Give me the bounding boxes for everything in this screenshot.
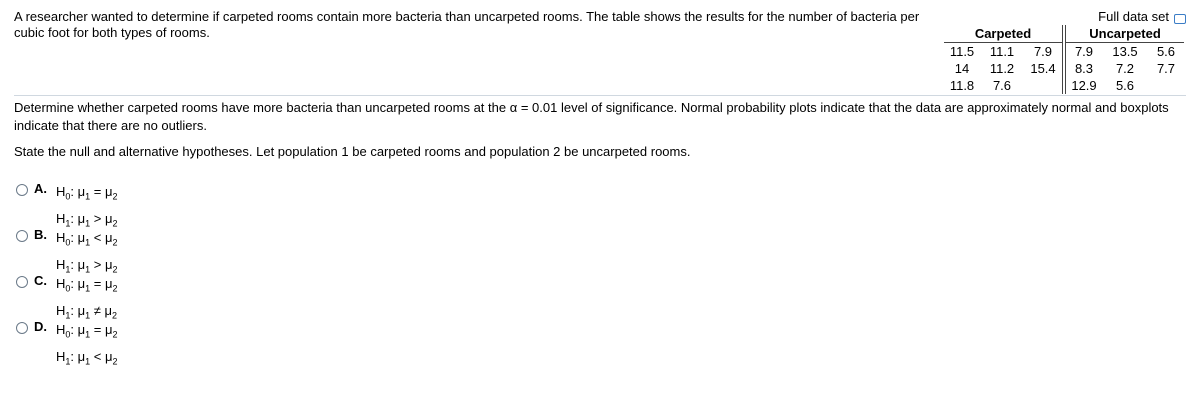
null-hypothesis: $H_0$: $\mu_1 = \mu_2$ — [56, 184, 118, 202]
option-d[interactable] — [16, 319, 117, 372]
null-hypothesis: $H_0$: $\mu_1 = \mu_2$ — [56, 276, 118, 294]
table-cell: 7.6 — [992, 77, 1012, 93]
table-row — [944, 77, 1184, 94]
table-cell: 7.2 — [1115, 60, 1135, 76]
null-hypothesis: $H_0$: $\mu_1 < \mu_2$ — [56, 230, 118, 248]
option-label: A. — [34, 181, 47, 196]
table-cell: 11.8 — [949, 77, 975, 93]
option-label: C. — [34, 273, 47, 288]
h1-operator: < — [93, 348, 102, 364]
question-text: Determine whether carpeted rooms have more bacteria than uncarpeted rooms at the α = 0.01 level of significance. Normal probability plots indicate that the data are approximately normal and boxplots indicate that there are no outliers. — [14, 100, 1169, 133]
table-row — [944, 60, 1184, 77]
alternative-hypothesis: $H_1$: $\mu_1 < \mu_2$ — [56, 348, 118, 367]
option-label: B. — [34, 227, 47, 242]
table-cell: 12.9 — [1071, 77, 1097, 93]
table-cell: 7.9 — [1074, 43, 1094, 59]
data-table-icon — [1174, 14, 1186, 24]
hypotheses — [56, 319, 117, 372]
table-cell — [1024, 77, 1063, 94]
uncarpeted-header: Uncarpeted — [1066, 25, 1185, 42]
instruction-text: State the null and alternative hypotheses. Let population 1 be carpeted rooms and population 2 be uncarpeted rooms. — [14, 144, 691, 159]
alternative-hypothesis: $H_1$: $\mu_1 > \mu_2$ — [56, 256, 118, 275]
alternative-hypothesis: $H_1$: $\mu_1 > \mu_2$ — [56, 210, 118, 229]
option-label: D. — [34, 319, 47, 334]
table-cell: 11.2 — [989, 60, 1015, 76]
problem-intro: A researcher wanted to determine if carpeted rooms contain more bacteria than uncarpeted rooms. The table shows the results for the number of bacteria per cubic foot for both types of rooms. — [14, 9, 920, 40]
table-cell: 7.7 — [1156, 60, 1176, 76]
radio-button[interactable] — [16, 230, 28, 242]
h0-operator: < — [93, 230, 102, 245]
table-cell: 5.6 — [1115, 77, 1135, 93]
h1-operator: > — [93, 256, 102, 272]
bacteria-data-table — [944, 25, 1184, 94]
null-hypothesis: $H_0$: $\mu_1 = \mu_2$ — [56, 322, 118, 340]
radio-button[interactable] — [16, 276, 28, 288]
h1-operator: > — [93, 210, 102, 226]
section-divider — [14, 95, 1186, 96]
table-cell: 8.3 — [1074, 60, 1094, 76]
h0-operator: = — [93, 276, 102, 291]
h0-operator: = — [93, 184, 102, 199]
table-cell: 14 — [954, 60, 970, 76]
h1-operator: ≠ — [93, 302, 101, 318]
carpeted-header: Carpeted — [944, 25, 1063, 42]
table-cell: 13.5 — [1112, 43, 1138, 59]
full-data-set-label: Full data set — [1098, 9, 1169, 24]
table-cell — [1148, 77, 1184, 94]
radio-button[interactable] — [16, 184, 28, 196]
alternative-hypothesis: $H_1$: $\mu_1 \ne \mu_2$ — [56, 302, 118, 321]
radio-button[interactable] — [16, 322, 28, 334]
h0-operator: = — [93, 322, 102, 337]
table-cell: 15.4 — [1030, 60, 1056, 76]
full-data-set-link[interactable] — [1098, 9, 1186, 24]
table-cell: 5.6 — [1156, 43, 1176, 59]
table-cell: 7.9 — [1033, 43, 1053, 59]
table-row — [944, 42, 1184, 60]
table-cell: 11.1 — [989, 43, 1015, 59]
table-cell: 11.5 — [949, 43, 975, 59]
